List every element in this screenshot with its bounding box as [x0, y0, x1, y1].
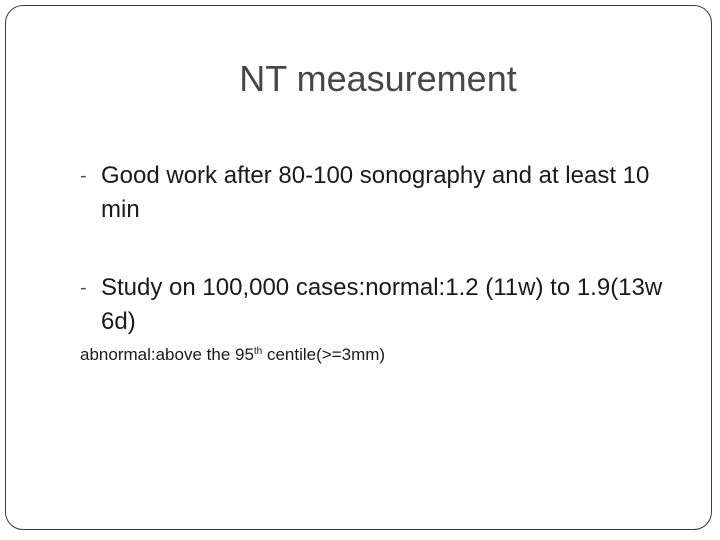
bullet-item — [80, 159, 670, 229]
bullet-item — [80, 271, 670, 341]
bullet-text: Good work after 80-100 sonography and at least 10 min — [101, 162, 650, 223]
slide-title: NT measurement — [239, 58, 517, 99]
note-superscript: th — [253, 346, 263, 357]
note-text: abnormal:above the 95 — [80, 345, 254, 364]
bullet-text: Study on 100,000 cases:normal:1.2 (11w) to 1.9(13w 6d) — [101, 274, 663, 335]
bullet-marker: - — [80, 165, 87, 187]
bullet-marker: - — [80, 277, 87, 299]
abnormal-note — [80, 345, 385, 365]
note-text-end: centile(>=3mm) — [262, 345, 386, 364]
